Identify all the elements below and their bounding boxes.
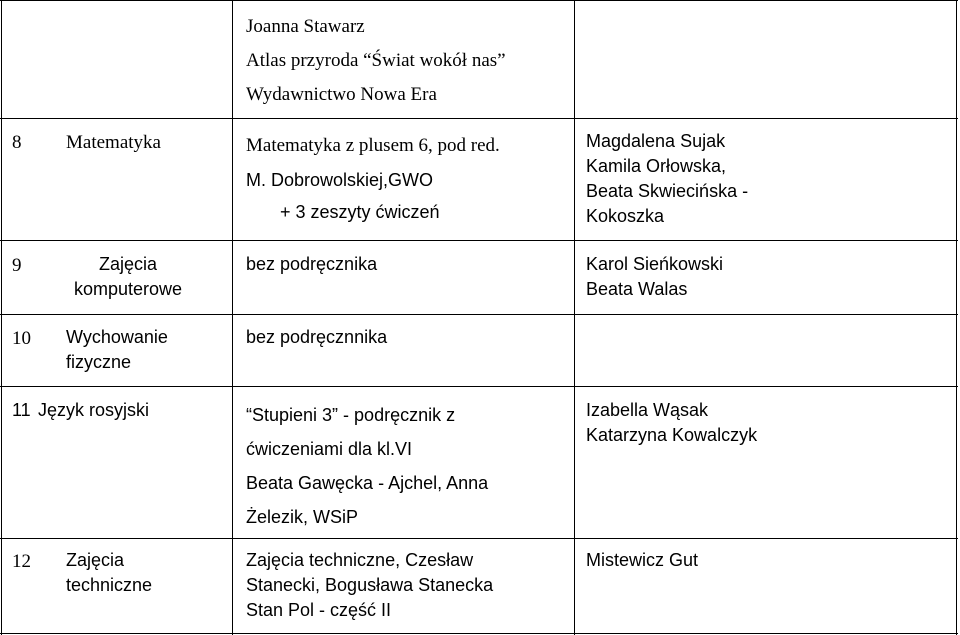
subject-line: Zajęcia — [98, 254, 158, 274]
teacher-line: Mistewicz Gut — [586, 550, 699, 570]
subject-line: komputerowe — [73, 279, 183, 299]
author-line: Joanna Stawarz — [246, 16, 365, 37]
row-divider — [0, 240, 958, 241]
book-line: Beata Gawęcka - Ajchel, Anna — [246, 473, 489, 493]
book-line: M. Dobrowolskiej,GWO — [246, 170, 434, 190]
teacher-line: Karol Sieńkowski — [586, 254, 724, 274]
book-line: Stan Pol - część II — [246, 600, 392, 620]
teachers-cell — [586, 129, 748, 229]
book-line: ćwiczeniami dla kl.VI — [246, 439, 413, 459]
book-cell — [246, 252, 377, 277]
atlas-title-line: Atlas przyroda “Świat wokół nas” — [246, 50, 506, 71]
row-divider — [0, 538, 958, 539]
book-cell — [246, 398, 488, 534]
book-cell — [246, 548, 493, 623]
row-divider — [0, 118, 958, 119]
teacher-line: Beata Skwiecińska - — [586, 181, 749, 201]
publisher-line: Wydawnictwo Nowa Era — [246, 84, 437, 105]
column-divider — [1, 0, 2, 635]
subject-cell — [66, 548, 152, 598]
book-line: bez podręcznnika — [246, 327, 388, 347]
row-number: 9 — [12, 255, 22, 276]
row-divider — [0, 0, 958, 1]
row-number: 8 — [12, 132, 22, 153]
book-cell — [246, 129, 500, 227]
teacher-line: Katarzyna Kowalczyk — [586, 425, 758, 445]
teacher-line: Izabella Wąsak — [586, 400, 709, 420]
column-divider — [574, 0, 575, 635]
row-divider — [0, 386, 958, 387]
row-number: 12 — [12, 551, 31, 572]
column-divider — [956, 0, 957, 635]
teacher-line: Kokoszka — [586, 206, 665, 226]
column-divider — [232, 0, 233, 635]
row-number: 10 — [12, 328, 31, 349]
subject-line: Zajęcia — [66, 550, 125, 570]
teachers-cell — [586, 548, 698, 573]
subject-cell — [66, 129, 161, 157]
book-line: “Stupieni 3” - podręcznik z — [246, 405, 456, 425]
book-line: Zajęcia techniczne, Czesław — [246, 550, 474, 570]
teachers-cell — [586, 398, 757, 448]
subject-line: Wychowanie — [66, 327, 168, 347]
teacher-line: Magdalena Sujak — [586, 131, 726, 151]
teacher-line: Beata Walas — [586, 279, 688, 299]
subject-line: techniczne — [66, 575, 153, 595]
row-number: 11 — [12, 400, 31, 420]
book-line: bez podręcznika — [246, 254, 378, 274]
book-line: Stanecki, Bogusława Stanecka — [246, 575, 494, 595]
subject-line: Język rosyjski — [38, 400, 150, 420]
book-line: + 3 zeszyty ćwiczeń — [280, 202, 440, 222]
book-cell — [246, 325, 387, 350]
subject-cell — [66, 325, 168, 375]
row-divider — [0, 314, 958, 315]
teacher-line: Kamila Orłowska, — [586, 156, 727, 176]
subject-line: fizyczne — [66, 352, 132, 372]
book-line: Matematyka z plusem 6, pod red. — [246, 135, 500, 156]
publisher-info — [246, 10, 506, 112]
row-divider — [0, 633, 958, 634]
subject-line: Matematyka — [66, 132, 161, 153]
subject-cell — [58, 252, 198, 302]
book-line: Żelezik, WSiP — [246, 507, 359, 527]
teachers-cell — [586, 252, 723, 302]
subject-cell — [38, 398, 149, 423]
